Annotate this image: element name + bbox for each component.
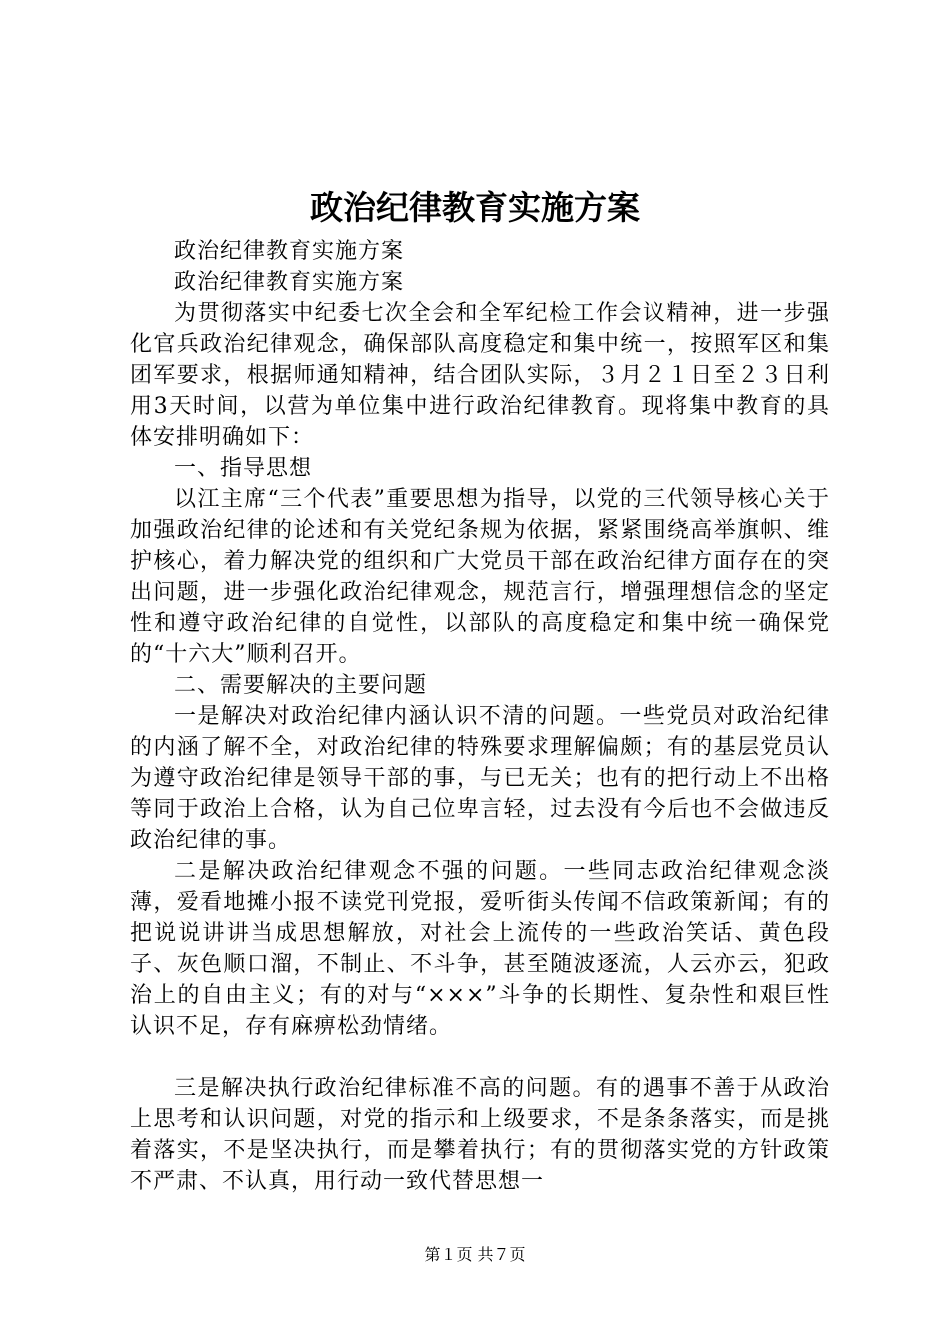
paragraph-problem-2: 二是解决政治纪律观念不强的问题。一些同志政治纪律观念淡薄，爱看地摊小报不读党刊党报，爱听街头传闻不信政策新闻；有的把说说讲讲当成思想解放，对社会上流传的一些政治笑话、黄色段子、灰色顺口溜，不制止、不斗争，甚至随波逐流，人云亦云，犯政治上的自由主义；有的对与“×××”斗争的长期性、复杂性和艰巨性认识不足，存有麻痹松劲情绪。 <box>130 859 830 1039</box>
paragraph-subtitle-2: 政治纪律教育实施方案 <box>174 270 405 295</box>
page-number: 第１页 共７页 <box>424 1245 526 1264</box>
paragraph-guiding-thought: 以江主席“三个代表”重要思想为指导，以党的三代领导核心关于加强政治纪律的论述和有关党纪条规为依据，紧紧围绕高举旗帜、维护核心，着力解决党的组织和广大党员干部在政治纪律方面存在的突出问题，进一步强化政治纪律观念，规范言行，增强理想信念的坚定性和遵守政治纪律的自觉性，以部队的高度稳定和集中统一确保党的“十六大”顺利召开。 <box>130 487 830 667</box>
paragraph-problem-3: 三是解决执行政治纪律标准不高的问题。有的遇事不善于从政治上思考和认识问题，对党的指示和上级要求，不是条条落实，而是挑着落实，不是坚决执行，而是攀着执行；有的贯彻落实党的方针政策不严肃、不认真，用行动一致代替思想一 <box>130 1076 830 1194</box>
document-body <box>130 236 830 1197</box>
paragraph-subtitle-1: 政治纪律教育实施方案 <box>174 239 405 264</box>
section-heading-guiding-thought: 一、指导思想 <box>174 456 313 481</box>
paragraph-problem-1: 一是解决对政治纪律内涵认识不清的问题。一些党员对政治纪律的内涵了解不全，对政治纪律的特殊要求理解偏颇；有的基层党员认为遵守政治纪律是领导干部的事，与已无关；也有的把行动上不出格等同于政治上合格，认为自己位卑言轻，过去没有今后也不会做违反政治纪律的事。 <box>130 704 830 853</box>
section-heading-main-problems: 二、需要解决的主要问题 <box>174 673 428 698</box>
paragraph-intro: 为贯彻落实中纪委七次全会和全军纪检工作会议精神，进一步强化官兵政治纪律观念，确保部队高度稳定和集中统一，按照军区和集团军要求，根据师通知精神，结合团队实际，３月２１日至２３日利用3天时间，以营为单位集中进行政治纪律教育。现将集中教育的具体安排明确如下： <box>130 301 830 450</box>
document-title: 政治纪律教育实施方案 <box>310 188 640 227</box>
